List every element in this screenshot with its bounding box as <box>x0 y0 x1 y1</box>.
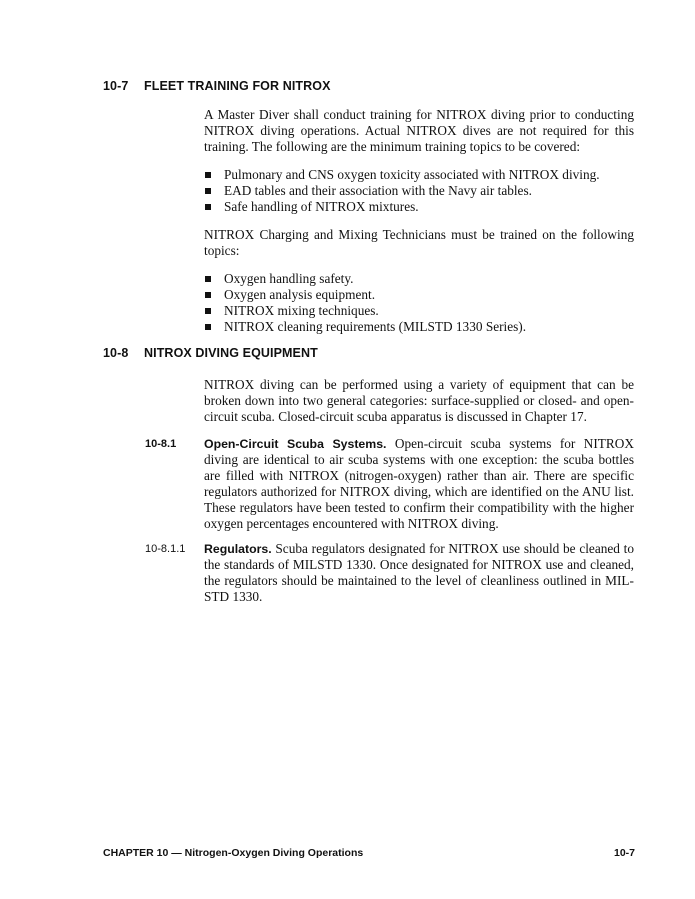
section-10-7-intro: A Master Diver shall conduct training for NITROX diving prior to conducting NITROX diving operations. Actual NITROX dives are not required for this training. The following are the minimum training topics to be covered: <box>204 107 634 154</box>
bullet-square-icon <box>205 276 211 282</box>
section-number: 10-8 <box>103 346 129 360</box>
bullet-square-icon <box>205 308 211 314</box>
section-heading-10-8 <box>103 346 318 360</box>
section-number: 10-7 <box>103 79 129 93</box>
subsubsection-10-8-1-1-paragraph <box>204 541 634 605</box>
bullet-square-icon <box>205 172 211 178</box>
section-title: NITROX DIVING EQUIPMENT <box>144 346 318 360</box>
subsection-number: 10-8.1 <box>145 438 177 450</box>
list-item: Pulmonary and CNS oxygen toxicity associated with NITROX diving. <box>204 167 634 183</box>
technician-topics-list <box>204 271 634 335</box>
list-item: Oxygen handling safety. <box>204 271 634 287</box>
subsection-text: Open-circuit scuba systems for NITROX diving are identical to air scuba systems with one exception: the scuba bottles are filled with NITROX (nitrogen-oxygen) rather than air. There are specific regulators authorized for NITROX diving, which are identified on the ANU list. These regulators have been tested to confirm their compatibility with the higher oxygen percentages encountered with NITROX diving. <box>204 436 634 531</box>
bullet-square-icon <box>205 324 211 330</box>
section-title: FLEET TRAINING FOR NITROX <box>144 79 331 93</box>
bullet-square-icon <box>205 188 211 194</box>
bullet-square-icon <box>205 292 211 298</box>
subsection-10-8-1-paragraph <box>204 436 634 532</box>
training-topics-list <box>204 167 634 215</box>
section-10-8-intro: NITROX diving can be performed using a variety of equipment that can be broken down into two general categories: surface-supplied or closed- and open-circuit scuba. Closed-circuit scuba apparatus is discussed in Chapter 17. <box>204 377 634 424</box>
footer-chapter-title: CHAPTER 10 — Nitrogen-Oxygen Diving Operations <box>103 847 364 859</box>
list-item: NITROX mixing techniques. <box>204 303 634 319</box>
list-item: EAD tables and their association with the Navy air tables. <box>204 183 634 199</box>
list-item: Oxygen analysis equipment. <box>204 287 634 303</box>
footer-page-number: 10-7 <box>613 847 635 859</box>
list-item: NITROX cleaning requirements (MILSTD 1330 Series). <box>204 319 634 335</box>
list-item: Safe handling of NITROX mixtures. <box>204 199 634 215</box>
technicians-intro: NITROX Charging and Mixing Technicians must be trained on the following topics: <box>204 227 634 258</box>
subsubsection-number: 10-8.1.1 <box>145 543 186 555</box>
subsection-lead: Open-Circuit Scuba Systems. <box>204 437 387 451</box>
section-heading-10-7 <box>103 79 331 93</box>
bullet-square-icon <box>205 204 211 210</box>
subsubsection-text: Scuba regulators designated for NITROX use should be cleaned to the standards of MILSTD 1330. Once designated for NITROX use and cleaned, the regulators should be maintained to the level of cleanliness outlined in MIL-STD 1330. <box>204 541 635 604</box>
subsubsection-lead: Regulators. <box>204 542 272 556</box>
